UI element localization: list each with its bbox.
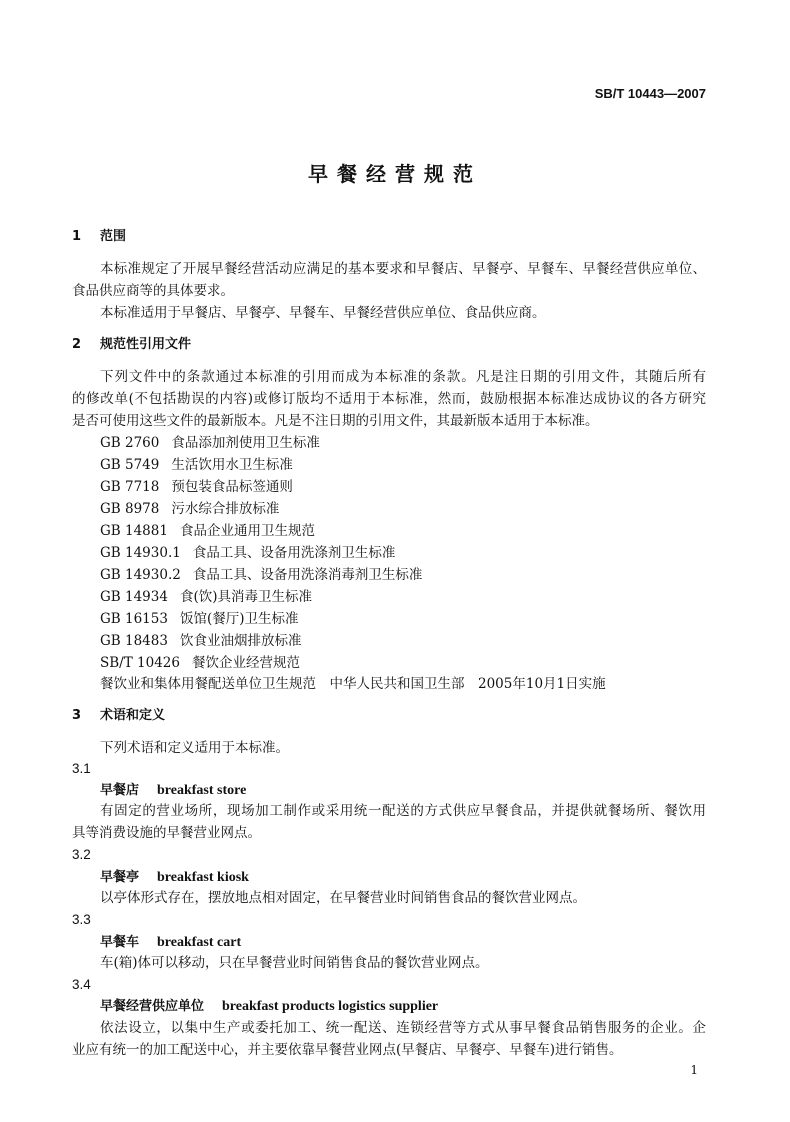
- reference-title: 餐饮企业经营规范: [191, 655, 300, 671]
- reference-item: [100, 520, 315, 542]
- definition-line: 车(箱)体可以移动，只在早餐营业时间销售食品的餐饮营业网点。: [100, 955, 489, 971]
- term-heading: [100, 931, 241, 953]
- paragraph-line: 食品供应商等的具体要求。: [72, 283, 234, 299]
- standard-number: SB/T 10443—2007: [594, 86, 706, 101]
- term-zh: 早餐亭: [100, 870, 140, 885]
- section-heading-1: [72, 226, 126, 248]
- section-title: 规范性引用文件: [100, 337, 192, 352]
- definition-line: 具等消费设施的早餐营业网点。: [72, 825, 261, 841]
- term-zh: 早餐店: [100, 783, 140, 798]
- term-zh: 早餐车: [100, 935, 140, 950]
- section-number: 2: [72, 337, 82, 352]
- paragraph-line: 本标准适用于早餐店、早餐亭、早餐车、早餐经营供应单位、食品供应商。: [100, 305, 546, 321]
- section-title: 范围: [100, 229, 127, 244]
- reference-title: 污水综合排放标准: [171, 501, 280, 517]
- reference-item: [100, 454, 293, 476]
- term-heading: [100, 995, 438, 1017]
- reference-code: GB 14930.1: [100, 545, 181, 561]
- reference-code: SB/T 10426: [100, 655, 180, 671]
- definition-line: 以亭体形式存在，摆放地点相对固定，在早餐营业时间销售食品的餐饮营业网点。: [100, 890, 586, 906]
- reference-code: GB 14934: [100, 589, 168, 605]
- term-heading: [100, 866, 249, 888]
- reference-item: [100, 476, 293, 498]
- reference-title: 食(饮)具消毒卫生标准: [179, 589, 312, 605]
- reference-item: [100, 630, 301, 652]
- section-heading-3: [72, 705, 165, 727]
- reference-title: 饭馆(餐厅)卫生标准: [179, 611, 299, 627]
- reference-item: 餐饮业和集体用餐配送单位卫生规范 中华人民共和国卫生部 2005年10月1日实施: [100, 676, 606, 692]
- reference-item: [100, 564, 422, 586]
- section-title: 术语和定义: [100, 708, 166, 723]
- term-number: 3.1: [72, 761, 91, 776]
- reference-item: [100, 652, 300, 674]
- reference-title: 生活饮用水卫生标准: [171, 457, 293, 473]
- term-number: 3.4: [72, 977, 91, 992]
- reference-title: 食品添加剂使用卫生标准: [171, 435, 320, 451]
- reference-title: 食品企业通用卫生规范: [179, 523, 315, 539]
- reference-item: [100, 432, 320, 454]
- section-heading-2: [72, 334, 191, 356]
- reference-item: [100, 542, 395, 564]
- section-number: 3: [72, 708, 82, 723]
- paragraph-line: 的修改单(不包括勘误的内容)或修订版均不适用于本标准，然而，鼓励根据本标准达成协议的各方研究: [72, 391, 706, 407]
- definition-line: 有固定的营业场所，现场加工制作或采用统一配送的方式供应早餐食品，并提供就餐场所、餐饮用: [100, 803, 706, 819]
- term-en: breakfast products logistics supplier: [222, 999, 439, 1014]
- definition-line: 依法设立，以集中生产或委托加工、统一配送、连锁经营等方式从事早餐食品销售服务的企业。企: [100, 1020, 706, 1036]
- reference-code: GB 2760: [100, 435, 160, 451]
- reference-code: GB 7718: [100, 479, 160, 495]
- paragraph-line: 下列术语和定义适用于本标准。: [100, 740, 289, 756]
- reference-title: 食品工具、设备用洗涤剂卫生标准: [192, 545, 396, 561]
- term-zh: 早餐经营供应单位: [100, 999, 205, 1014]
- term-number: 3.3: [72, 912, 91, 927]
- reference-item: [100, 498, 279, 520]
- reference-code: GB 5749: [100, 457, 160, 473]
- reference-code: GB 16153: [100, 611, 168, 627]
- paragraph-line: 下列文件中的条款通过本标准的引用而成为本标准的条款。凡是注日期的引用文件，其随后所有: [100, 369, 706, 385]
- paragraph-line: 本标准规定了开展早餐经营活动应满足的基本要求和早餐店、早餐亭、早餐车、早餐经营供应单位、: [100, 261, 706, 277]
- reference-title: 预包装食品标签通则: [171, 479, 293, 495]
- reference-item: [100, 608, 299, 630]
- reference-title: 食品工具、设备用洗涤消毒剂卫生标准: [192, 567, 423, 583]
- reference-code: GB 14930.2: [100, 567, 181, 583]
- reference-code: GB 8978: [100, 501, 160, 517]
- section-number: 1: [72, 229, 82, 244]
- page-title: 早餐经营规范: [308, 162, 482, 186]
- term-en: breakfast kiosk: [157, 870, 249, 885]
- term-heading: [100, 779, 246, 801]
- reference-item: [100, 586, 312, 608]
- term-number: 3.2: [72, 847, 91, 862]
- reference-code: GB 14881: [100, 523, 168, 539]
- reference-title: 饮食业油烟排放标准: [179, 633, 302, 649]
- page-number: 1: [690, 1063, 698, 1077]
- term-en: breakfast cart: [157, 935, 242, 950]
- definition-line: 业应有统一的加工配送中心，并主要依靠早餐营业网点(早餐店、早餐亭、早餐车)进行销售。: [72, 1042, 623, 1058]
- term-en: breakfast store: [157, 783, 247, 798]
- paragraph-line: 是否可使用这些文件的最新版本。凡是不注日期的引用文件，其最新版本适用于本标准。: [72, 413, 599, 429]
- reference-code: GB 18483: [100, 633, 168, 649]
